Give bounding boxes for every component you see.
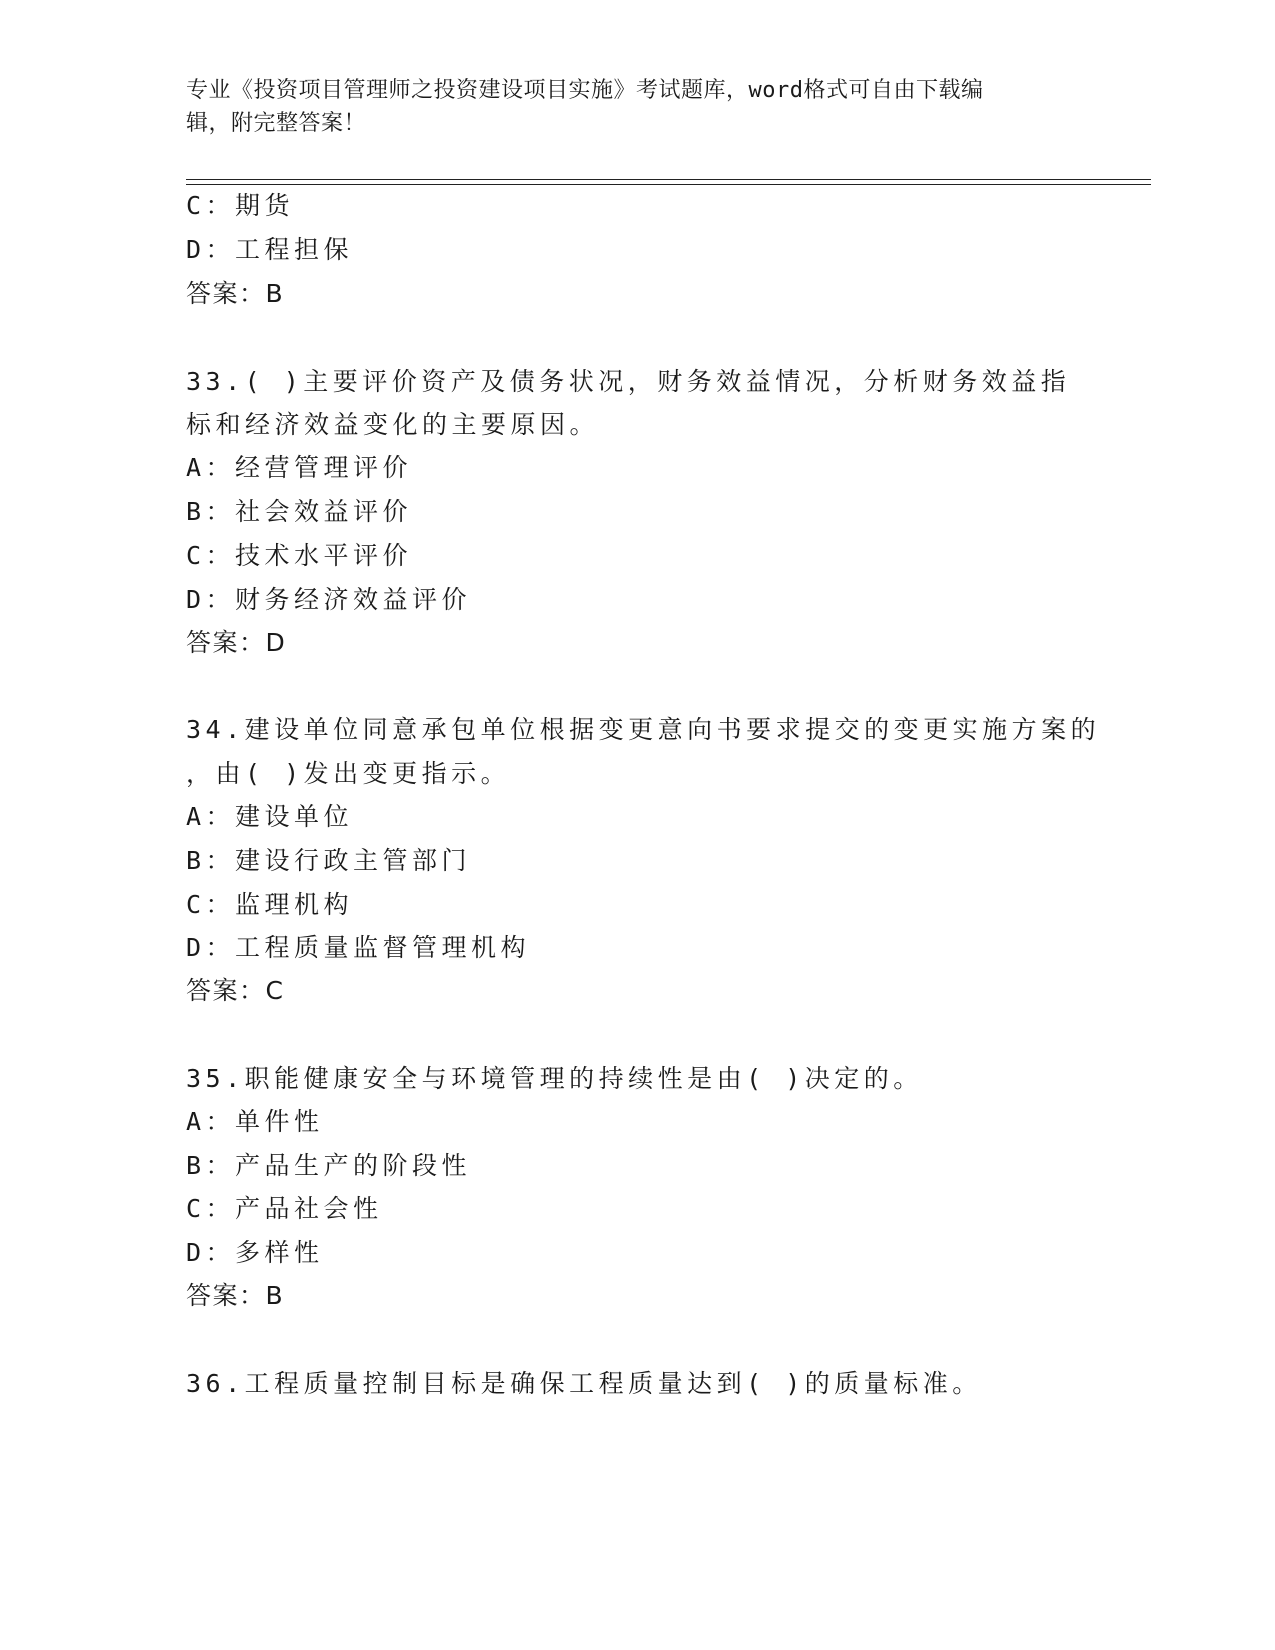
header-divider-bottom — [186, 184, 1151, 185]
q33-option-d: D：财务经济效益评价 — [186, 585, 472, 614]
q35-option-d: D：多样性 — [186, 1238, 324, 1267]
q35-stem-line-1: 35.职能健康安全与环境管理的持续性是由( )决定的。 — [186, 1064, 923, 1093]
q33-answer: 答案：D — [186, 628, 287, 657]
q34-option-c: C：监理机构 — [186, 890, 354, 919]
header-line-1: 专业《投资项目管理师之投资建设项目实施》考试题库，word格式可自由下载编 — [186, 78, 984, 103]
q34-option-d: D：工程质量监督管理机构 — [186, 933, 531, 962]
q33-option-c: C：技术水平评价 — [186, 541, 413, 570]
q33-option-b: B：社会效益评价 — [186, 497, 413, 526]
q34-stem-line-2: ，由( )发出变更指示。 — [186, 759, 511, 788]
q32-option-d: D：工程担保 — [186, 235, 354, 264]
header-line-2: 辑，附完整答案！ — [186, 111, 367, 136]
q35-option-a: A：单件性 — [186, 1107, 324, 1136]
q34-answer: 答案：C — [186, 976, 285, 1005]
q35-answer: 答案：B — [186, 1281, 285, 1310]
q35-option-c: C：产品社会性 — [186, 1194, 383, 1223]
q32-option-c: C：期货 — [186, 191, 295, 220]
q33-stem-line-1: 33.( )主要评价资产及债务状况，财务效益情况，分析财务效益指 — [186, 367, 1071, 396]
q34-option-b: B：建设行政主管部门 — [186, 846, 472, 875]
q35-option-b: B：产品生产的阶段性 — [186, 1151, 472, 1180]
document-header — [186, 74, 1086, 140]
q34-stem-line-1: 34.建设单位同意承包单位根据变更意向书要求提交的变更实施方案的 — [186, 715, 1101, 744]
q34-option-a: A：建设单位 — [186, 802, 354, 831]
q33-option-a: A：经营管理评价 — [186, 453, 413, 482]
q32-answer: 答案：B — [186, 279, 285, 308]
header-divider-top — [186, 179, 1151, 180]
q36-stem-line-1: 36.工程质量控制目标是确保工程质量达到( )的质量标准。 — [186, 1369, 982, 1398]
q33-stem-line-2: 标和经济效益变化的主要原因。 — [186, 410, 600, 439]
